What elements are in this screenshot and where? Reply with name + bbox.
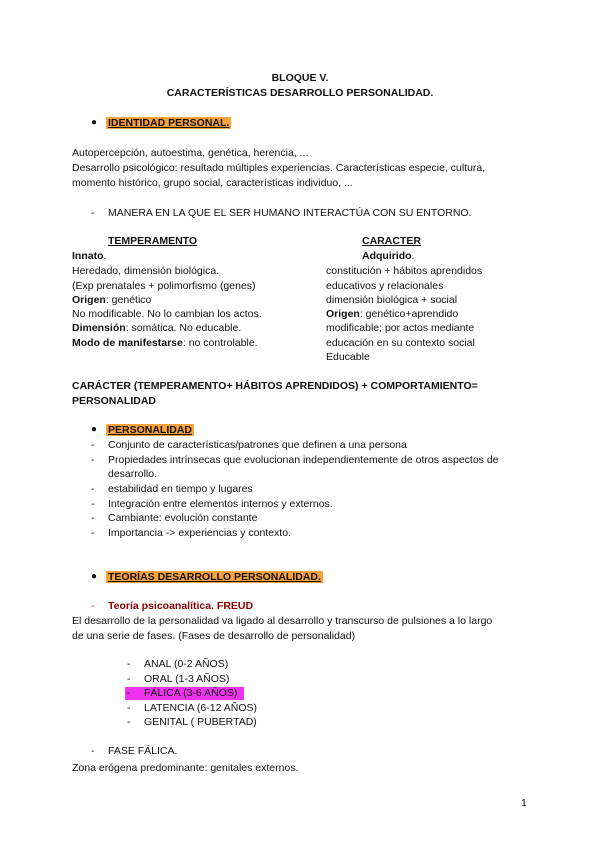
dash-icon: -	[127, 702, 131, 714]
temperament-dimension: Dimensión: somática. No educable.	[72, 322, 242, 334]
identity-line3: momento histórico, grupo social, características individuo, ...	[72, 177, 353, 189]
list-item: Conjunto de características/patrones que definen a una persona	[108, 439, 407, 451]
dash-icon: -	[91, 600, 95, 612]
dash-icon: -	[127, 673, 131, 685]
dash-icon: -	[91, 454, 95, 466]
identity-line1: Autopercepción, autoestima, genética, herencia, ...	[72, 147, 309, 159]
freud-line2: de una serie de fases. (Fases de desarrollo de personalidad)	[72, 630, 356, 642]
list-item-continuation: desarrollo.	[108, 468, 158, 480]
identity-line2: Desarrollo psicológico: resultado múltiples experiencias. Características especie, cultura,	[72, 162, 486, 174]
dash-icon: -	[127, 687, 131, 699]
list-item: Propiedades intrínsecas que evolucionan independientemente de otros aspectos de	[108, 454, 499, 466]
dash-icon: -	[91, 512, 95, 524]
dash-icon: -	[127, 658, 131, 670]
temperament-line1: Heredado, dimensión biológica.	[72, 265, 220, 277]
freud-line1: El desarrollo de la personalidad va ligado al desarrollo y transcurso de pulsiones a lo largo	[72, 615, 493, 627]
bullet-icon: ●	[91, 424, 98, 435]
dash-icon: -	[91, 439, 95, 451]
character-line2: educativos y relacionales	[326, 280, 444, 292]
character-origen: Origen: genético+aprendido	[326, 308, 459, 320]
character-line5: modificable; por actos mediante	[326, 322, 475, 334]
list-item: estabilidad en tiempo y lugares	[108, 483, 253, 495]
phallic-heading: FASE FÁLICA.	[108, 745, 178, 757]
identity-heading: IDENTIDAD PERSONAL.	[108, 117, 230, 129]
character-line7: Educable	[326, 351, 370, 363]
temperament-line4: No modificable. No lo cambian los actos.	[72, 308, 262, 320]
personality-heading: PERSONALIDAD	[108, 424, 193, 436]
page-number: 1	[521, 797, 527, 809]
dash-icon: -	[91, 527, 95, 539]
list-item: Cambiante: evolución constante	[108, 512, 258, 524]
identity-dash-item: MANERA EN LA QUE EL SER HUMANO INTERACTÚA CON SU ENTORNO.	[108, 207, 472, 219]
list-item: Integración entre elementos internos y externos.	[108, 498, 333, 510]
character-line6: educación en su contexto social	[326, 337, 475, 349]
dash-icon: -	[91, 498, 95, 510]
character-line1: constitución + hábitos aprendidos	[326, 265, 483, 277]
phase-item: ORAL (1-3 AÑOS)	[144, 673, 230, 685]
character-adquirido: Adquirido.	[362, 250, 415, 262]
formula-line1: CARÁCTER (TEMPERAMENTO+ HÁBITOS APRENDIDOS) + COMPORTAMIENTO=	[72, 380, 478, 392]
phallic-line: Zona erógena predominante: genitales externos.	[72, 762, 299, 774]
temperament-origen: Origen: genético	[72, 294, 152, 306]
phase-item: GENITAL ( PUBERTAD)	[144, 716, 257, 728]
dash-icon: -	[91, 207, 95, 219]
dash-icon: -	[127, 716, 131, 728]
temperament-line2: (Exp prenatales + polimorfismo (genes)	[72, 280, 256, 292]
page-title: CARACTERÍSTICAS DESARROLLO PERSONALIDAD.	[166, 87, 434, 99]
phase-item: LATENCIA (6-12 AÑOS)	[144, 702, 258, 714]
temperament-heading: TEMPERAMENTO	[108, 235, 198, 247]
temperament-innato: Innato.	[72, 250, 107, 262]
dash-icon: -	[91, 483, 95, 495]
bullet-icon: ●	[91, 117, 98, 128]
character-heading: CARACTER	[362, 235, 421, 247]
list-item: Importancia -> experiencias y contexto.	[108, 527, 291, 539]
theories-heading: TEORÍAS DESARROLLO PERSONALIDAD.	[108, 571, 321, 583]
formula-line2: PERSONALIDAD	[72, 395, 157, 407]
freud-heading: Teoría psicoanalítica. FREUD	[108, 600, 254, 612]
character-line3: dimensión biológica + social	[326, 294, 458, 306]
block-title: BLOQUE V.	[271, 72, 329, 84]
temperament-modo: Modo de manifestarse: no controlable.	[72, 337, 258, 349]
bullet-icon: ●	[91, 571, 98, 582]
phase-item: ANAL (0-2 AÑOS)	[144, 658, 229, 670]
dash-icon: -	[91, 745, 95, 757]
phase-item-highlighted: FÁLICA (3-6 AÑOS)	[144, 687, 238, 699]
